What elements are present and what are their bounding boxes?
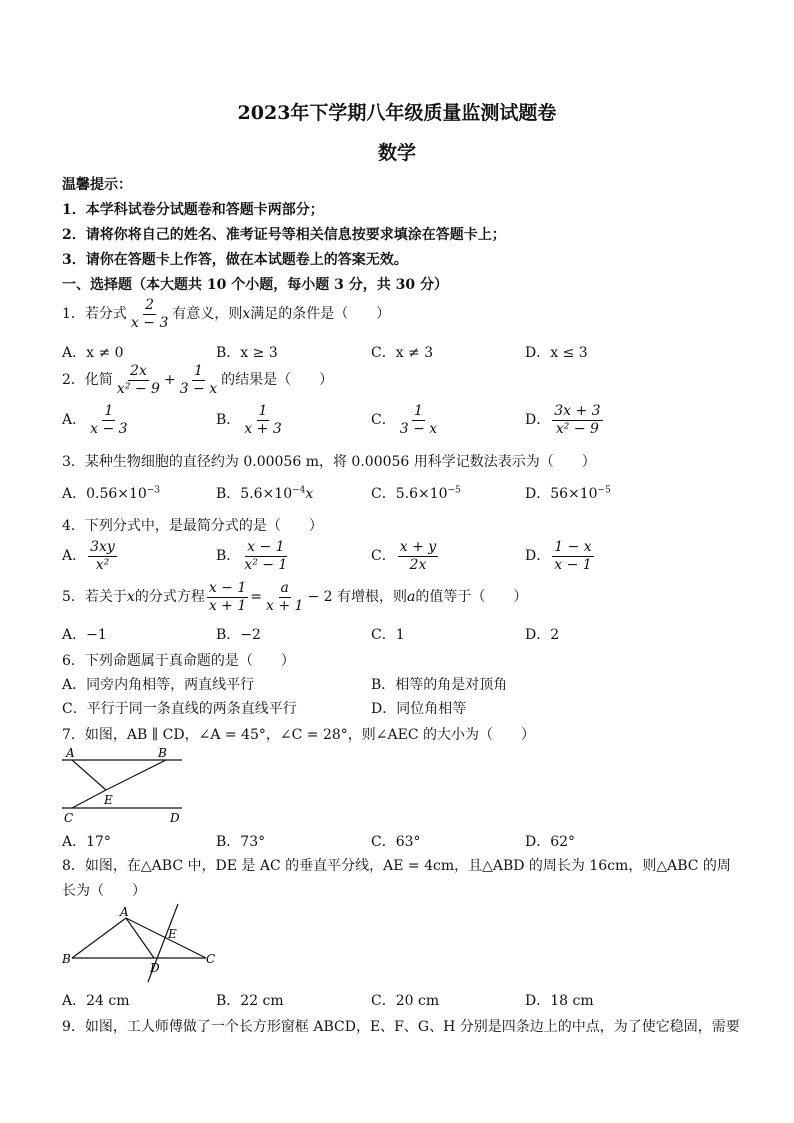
q2-option-c: C． $\frac{1}{3 - x}$ (371, 403, 438, 437)
question-3: 3．某种生物细胞的直径约为 0.00056 m，将 0.00056 用科学记数法表示为（ ） (62, 454, 596, 470)
q8-option-c: C．20 cm (371, 993, 440, 1009)
section-title: 一、选择题（本大题共 10 个小题，每小题 3 分，共 30 分） (62, 277, 448, 293)
q3-option-d: D．$56\times 10^{-5}$ (525, 485, 611, 502)
q8-figure (60, 902, 220, 986)
question-8-line-2: 长为（ ） (62, 883, 146, 899)
question-9: 9．如图，工人师傅做了一个长方形窗框 ABCD，E、F、G、H 分别是四条边上的中点，为了使它稳固，需要 (62, 1019, 740, 1035)
q7-label-c: C (64, 811, 74, 825)
q4-option-a: A． $\frac{3xy}{\text{x²}}$ (62, 539, 115, 573)
notice-item-3: 3．请你在答题卡上作答，做在本试题卷上的答案无效。 (62, 252, 408, 268)
q4-option-d: D． $\frac{1 - x}{x - 1}$ (525, 539, 592, 573)
q4-option-c: C． $\frac{x + y}{2x}$ (371, 539, 437, 573)
q5-option-d: D．2 (525, 627, 560, 643)
q8-label-d: D (150, 961, 160, 975)
q2-option-a: A． $\frac{1}{x - 3}$ (62, 403, 128, 437)
q6-option-a: A．同旁内角相等，两直线平行 (62, 677, 255, 693)
q8-option-a: A．24 cm (62, 993, 130, 1009)
question-4: 4．下列分式中，是最简分式的是（ ） (62, 518, 323, 534)
q8-label-e: E (168, 927, 177, 941)
subject-title: 数学 (377, 142, 416, 164)
q8-option-b: B．22 cm (216, 993, 284, 1009)
q1-option-c: C．x ≠ 3 (371, 345, 434, 361)
question-1: 1．若分式 $\frac{2}{x - 3}$ 有意义，则x满足的条件是（ ） (62, 297, 391, 331)
q2-option-d: D． $\frac{3x + 3}{\text{x² − 9}}$ (525, 403, 601, 437)
question-6: 6．下列命题属于真命题的是（ ） (62, 653, 295, 669)
question-5: 5．若关于x的分式方程 $\frac{x - 1}{x + 1}$ = $\frac{a}{x + 1}$ − 2 有增根，则a的值等于（ ） (62, 580, 528, 614)
q7-option-c: C．63° (371, 834, 421, 850)
q1-option-b: B．x ≥ 3 (216, 345, 278, 361)
q7-label-b: B (158, 746, 167, 760)
q7-option-a: A．17° (62, 834, 111, 850)
notice-heading: 温馨提示： (62, 177, 132, 193)
q1-fraction: $\frac{2}{x - 3}$ (130, 297, 169, 331)
q6-option-c: C．平行于同一条直线的两条直线平行 (62, 701, 297, 717)
exam-title: 2023年下学期八年级质量监测试题卷 (237, 102, 557, 124)
q1-option-a: A．x ≠ 0 (62, 345, 124, 361)
q7-label-d: D (170, 811, 180, 825)
q1-option-d: D．x ≤ 3 (525, 345, 588, 361)
q5-option-a: A．−1 (62, 627, 107, 643)
q7-label-e: E (104, 793, 113, 807)
q3-option-a: A．$0.56\times 10^{-3}$ (62, 485, 161, 502)
q4-option-b: B． $\frac{x - 1}{\text{x² − 1}}$ (216, 539, 288, 573)
q5-option-b: B．−2 (216, 627, 261, 643)
q7-option-b: B．73° (216, 834, 266, 850)
q3-option-b: B．$5.6\times 10^{-4}x$ (216, 485, 314, 502)
q6-option-d: D．同位角相等 (371, 701, 467, 717)
q3-option-c: C．$5.6\times 10^{-5}$ (371, 485, 461, 502)
q8-label-c: C (206, 952, 216, 966)
q7-figure (60, 746, 190, 826)
question-2: 2．化简 $\frac{2x}{\text{x² − 9}}$ + $\frac{1}{3 - x}$ 的结果是（ ） (62, 363, 334, 397)
q8-option-d: D．18 cm (525, 993, 594, 1009)
q8-label-a: A (120, 905, 129, 919)
q5-option-c: C．1 (371, 627, 405, 643)
question-7: 7．如图，AB ∥ CD，∠A = 45°，∠C = 28°，则∠AEC 的大小为（ ） (62, 727, 536, 743)
notice-item-1: 1．本学科试卷分试题卷和答题卡两部分； (62, 202, 324, 218)
q8-label-b: B (62, 952, 71, 966)
question-8-line-1: 8．如图，在△ABC 中，DE 是 AC 的垂直平分线，AE = 4cm，且△ABD 的周长为 16cm，则△ABC 的周 (62, 858, 731, 874)
q2-option-b: B． $\frac{1}{x + 3}$ (216, 403, 282, 437)
q6-option-b: B．相等的角是对顶角 (371, 677, 508, 693)
q7-option-d: D．62° (525, 834, 576, 850)
q7-label-a: A (66, 746, 75, 760)
notice-item-2: 2．请将你将自己的姓名、准考证号等相关信息按要求填涂在答题卡上； (62, 227, 506, 243)
